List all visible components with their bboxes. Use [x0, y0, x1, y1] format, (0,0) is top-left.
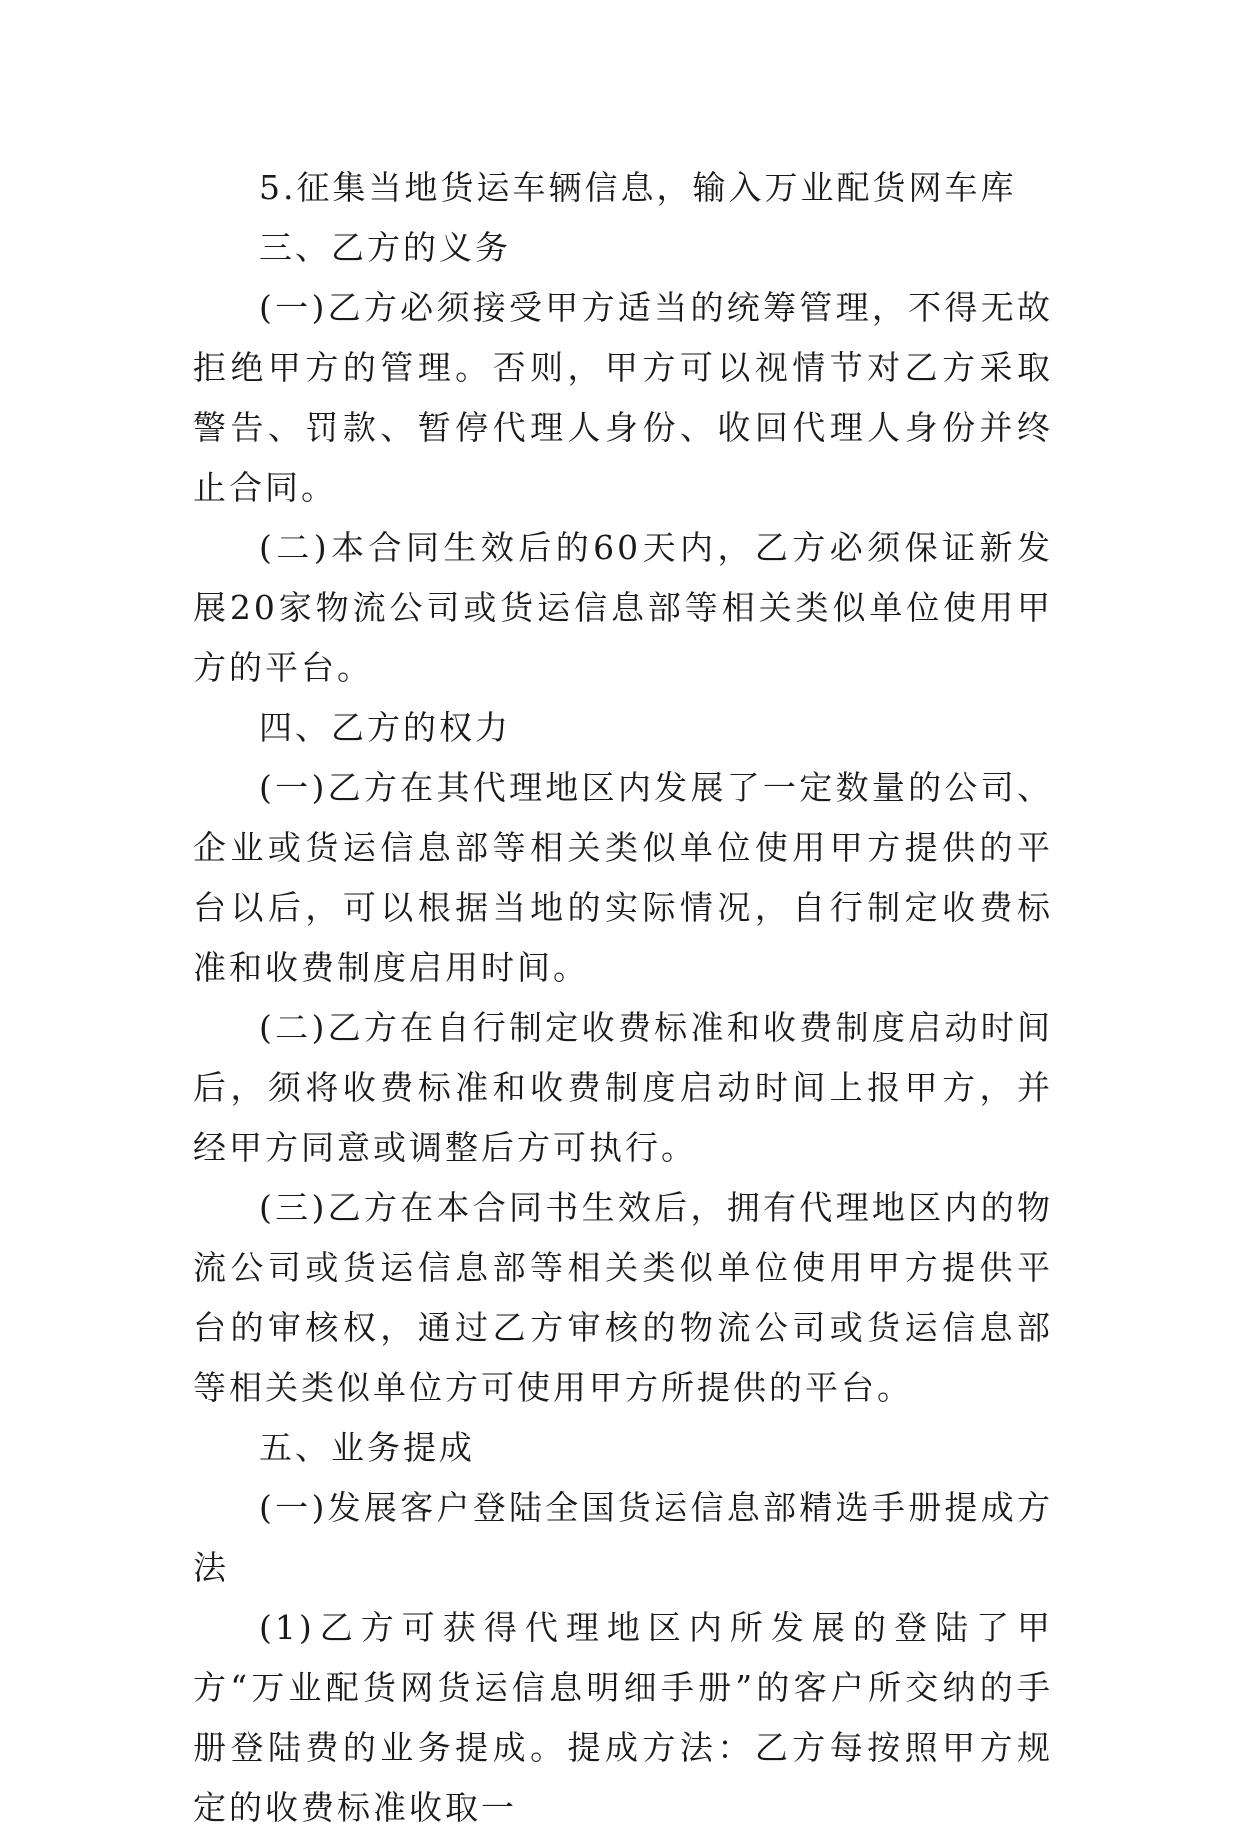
heading-party-b-rights: 四、乙方的权力 — [259, 708, 511, 747]
heading-party-b-obligations: 三、乙方的义务 — [259, 228, 511, 267]
heading-business-commission: 五、业务提成 — [259, 1428, 475, 1467]
paragraph-commission-1: (一)发展客户登陆全国货运信息部精选手册提成方法 — [193, 1488, 1053, 1587]
paragraph-right-3: (三)乙方在本合同书生效后，拥有代理地区内的物流公司或货运信息部等相关类似单位使用甲方提供平台的审核权，通过乙方审核的物流公司或货运信息部等相关类似单位方可使用甲方所提供的平台。 — [193, 1188, 1053, 1407]
paragraph-right-1: (一)乙方在其代理地区内发展了一定数量的公司、企业或货运信息部等相关类似单位使用甲方提供的平台以后，可以根据当地的实际情况，自行制定收费标准和收费制度启用时间。 — [193, 768, 1053, 987]
paragraph-commission-1-detail: (1)乙方可获得代理地区内所发展的登陆了甲方“万业配货网货运信息明细手册”的客户所交纳的手册登陆费的业务提成。提成方法：乙方每按照甲方规定的收费标准收取一 — [193, 1608, 1053, 1827]
paragraph-right-2: (二)乙方在自行制定收费标准和收费制度启动时间后，须将收费标准和收费制度启动时间上报甲方，并经甲方同意或调整后方可执行。 — [193, 1008, 1053, 1167]
document-body — [193, 158, 1053, 1838]
paragraph-obligation-2: (二)本合同生效后的60天内，乙方必须保证新发展20家物流公司或货运信息部等相关类似单位使用甲方的平台。 — [193, 528, 1053, 687]
paragraph-vehicle-info: 5.征集当地货运车辆信息，输入万业配货网车库 — [259, 168, 1017, 207]
paragraph-obligation-1: (一)乙方必须接受甲方适当的统筹管理，不得无故拒绝甲方的管理。否则，甲方可以视情节对乙方采取警告、罚款、暂停代理人身份、收回代理人身份并终止合同。 — [193, 288, 1053, 507]
